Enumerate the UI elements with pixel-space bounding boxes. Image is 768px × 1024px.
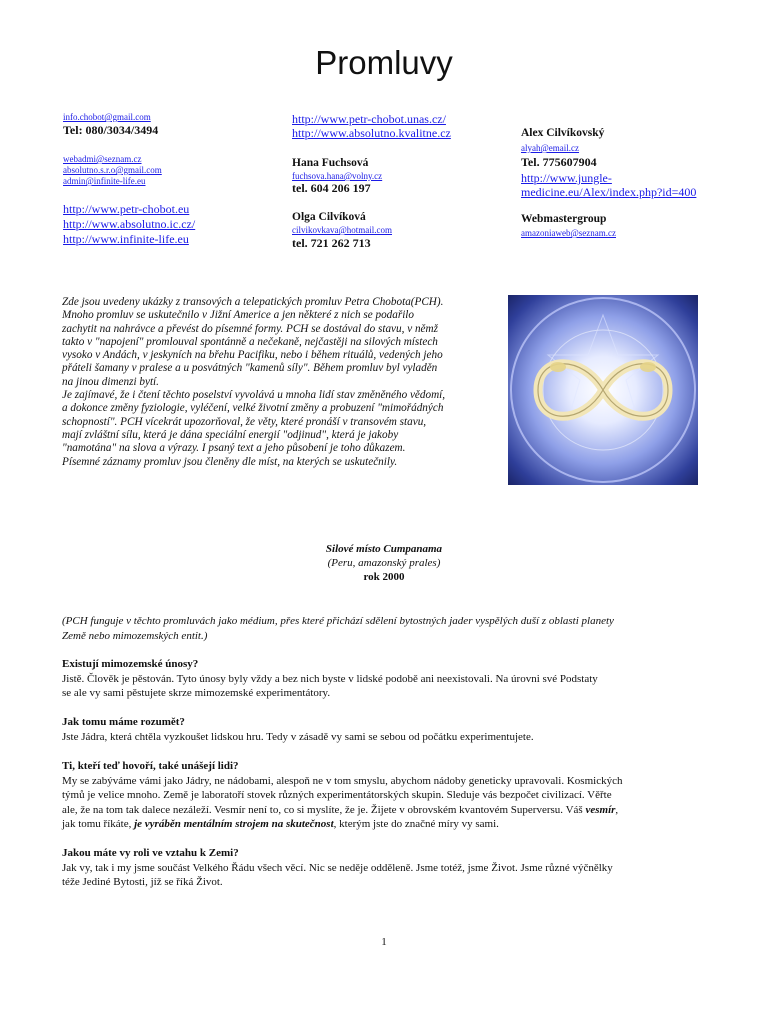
web-link[interactable]: medicine.eu/Alex/index.php?id=400 — [521, 185, 697, 199]
answer-line — [62, 803, 712, 818]
emphasis-text: vesmír — [585, 803, 616, 816]
answer-line: Jak vy, tak i my jsme součást Velkého Řádu všech věcí. Nic se neděje odděleně. Jsme totéž, jsme Život. Jsme různé výčnělky — [62, 861, 613, 874]
question-heading: Existují mimozemské únosy? — [62, 658, 199, 670]
web-link[interactable]: http://www.absolutno.ic.cz/ — [63, 217, 196, 231]
email-link[interactable]: fuchsova.hana@volny.cz — [292, 171, 383, 181]
group-name: Webmastergroup — [521, 213, 607, 225]
phone-text: tel. 721 262 713 — [292, 236, 371, 250]
email-link[interactable]: info.chobot@gmail.com — [63, 112, 151, 122]
email-link[interactable]: admin@infinite-life.eu — [63, 176, 146, 186]
web-link[interactable]: http://www.infinite-life.eu — [63, 232, 189, 246]
emphasis-text: je vyráběn mentálním strojem na skutečnost — [134, 818, 334, 831]
answer-line: Jste Jádra, která chtěla vyzkoušet lidskou hru. Tedy v zásadě vy sami se sebou od počátku experimentujete. — [62, 730, 534, 743]
note-line: Země nebo mimozemských entit.) — [62, 629, 208, 642]
medium-note — [62, 614, 712, 643]
intro-line: Zde jsou uvedeny ukázky z transových a telepatických promluv Petra Chobota(PCH). — [62, 296, 444, 308]
email-link[interactable]: alyah@email.cz — [521, 143, 580, 153]
qa-block — [62, 759, 712, 832]
section-region: (Peru, amazonský prales) — [327, 557, 441, 569]
qa-block — [62, 657, 712, 701]
page-title: Promluvy — [315, 44, 453, 81]
answer-line: téže Jediné Bytosti, jíž se říká Život. — [62, 876, 223, 889]
qa-block — [62, 846, 712, 890]
qa-block — [62, 715, 712, 744]
question-heading: Ti, kteří teď hovoří, také unášejí lidi? — [62, 760, 239, 772]
intro-line: mají zvláštní sílu, která je dána speciální energií "odjinud", která je jakoby — [62, 428, 399, 441]
intro-line: vysoko v Andách, v jeskyních na břehu Pacifiku, nebo i během rituálů, vedených jeho — [62, 349, 443, 362]
intro-line: zachytit na nahrávce a převést do písemné formy. PCH se dostával do stavu, v němž — [62, 322, 438, 335]
section-year: rok 2000 — [363, 571, 405, 583]
web-link[interactable]: http://www.petr-chobot.unas.cz/ — [292, 112, 446, 126]
intro-line: schopností". PCH vícekrát upozorňoval, že věty, které pronáší v transovém stavu, — [62, 415, 427, 428]
phone-text: tel. 604 206 197 — [292, 181, 371, 195]
phone-text: Tel. 775607904 — [521, 155, 597, 169]
intro-line: Je zajímavé, že i čtení těchto poselství vyvolává u mnoha lidí stav změněného vědomí, — [62, 389, 446, 402]
email-link[interactable]: cilvikovkava@hotmail.com — [292, 225, 393, 235]
answer-line — [62, 817, 712, 832]
answer-text: , kterým jste do značné míry vy sami. — [333, 818, 499, 831]
intro-line: "namotána" na slova a výrazy. I psaný text a jeho působení je toho důkazem. — [62, 442, 406, 455]
web-link[interactable]: http://www.jungle- — [521, 171, 612, 185]
infinity-serpent-icon — [508, 295, 698, 485]
question-heading: Jakou máte vy roli ve vztahu k Zemi? — [62, 847, 239, 859]
answer-line: Jistě. Člověk je pěstován. Tyto únosy byly vždy a bez nich byste v lidské podobě ani neexistovali. Na úrovni své Podstaty — [62, 672, 598, 685]
email-link[interactable]: amazoniaweb@seznam.cz — [521, 228, 616, 238]
intro-line: Písemné záznamy promluv jsou členěny dle míst, na kterých se uskutečnily. — [62, 455, 398, 468]
note-line: (PCH funguje v těchto promluvách jako médium, přes které přichází sdělení bytostných jader vyspělých duší z oblasti planety — [62, 615, 614, 627]
intro-paragraph — [62, 296, 502, 469]
answer-text: jak tomu říkáte, — [62, 818, 132, 831]
page-number: 1 — [381, 936, 387, 948]
person-name: Olga Cilvíková — [292, 211, 366, 223]
email-link[interactable]: webadmi@seznam.cz — [63, 154, 142, 164]
email-link[interactable]: absolutno.s.r.o@gmail.com — [63, 165, 162, 175]
web-link[interactable]: http://www.absolutno.kvalitne.cz — [292, 126, 451, 140]
intro-line: a dokonce změny fyziologie, vyléčení, velké životní změny a probuzení "mimořádných — [62, 402, 444, 415]
web-link[interactable]: http://www.petr-chobot.eu — [63, 202, 190, 216]
infinity-illustration — [508, 295, 698, 485]
answer-text: , — [615, 803, 619, 816]
phone-text: Tel: 080/3034/3494 — [63, 123, 159, 137]
intro-line: Mnoho promluv se uskutečnilo v Jižní Americe a jen některé z nich se podařilo — [62, 309, 415, 322]
intro-line: přáteli šamany v pralese a u posvátných "kamenů síly". Během promluv byl vyladěn — [62, 362, 438, 375]
question-heading: Jak tomu máme rozumět? — [62, 716, 185, 728]
answer-line: se ale vy sami pěstujete skrze mimozemské experimentátory. — [62, 687, 331, 700]
section-place: Silové místo Cumpanama — [325, 543, 443, 555]
person-name: Hana Fuchsová — [292, 157, 369, 169]
intro-line: na jinou dimenzi bytí. — [62, 375, 159, 388]
answer-text: ale, že na tom tak dalece nezáleží. Vesmír není to, co si myslíte, že je. Žijete v obrovském kvantovém Superversu. Váš — [62, 803, 583, 816]
person-name: Alex Cilvíkovský — [521, 127, 605, 139]
intro-line: takto v "napojení" promlouval spontánně a nečekaně, nejčastěji na silových místech — [62, 335, 438, 348]
answer-line: týmů je velice mnoho. Země je laboratoří stovek různých experimentátorských skupin. Sleduje vás bezpočet civilizací. Věřte — [62, 789, 612, 802]
answer-line: My se zabýváme vámi jako Jádry, ne nádobami, alespoň ne v tom smyslu, abychom nádoby geneticky upravovali. Kosmických — [62, 774, 623, 787]
